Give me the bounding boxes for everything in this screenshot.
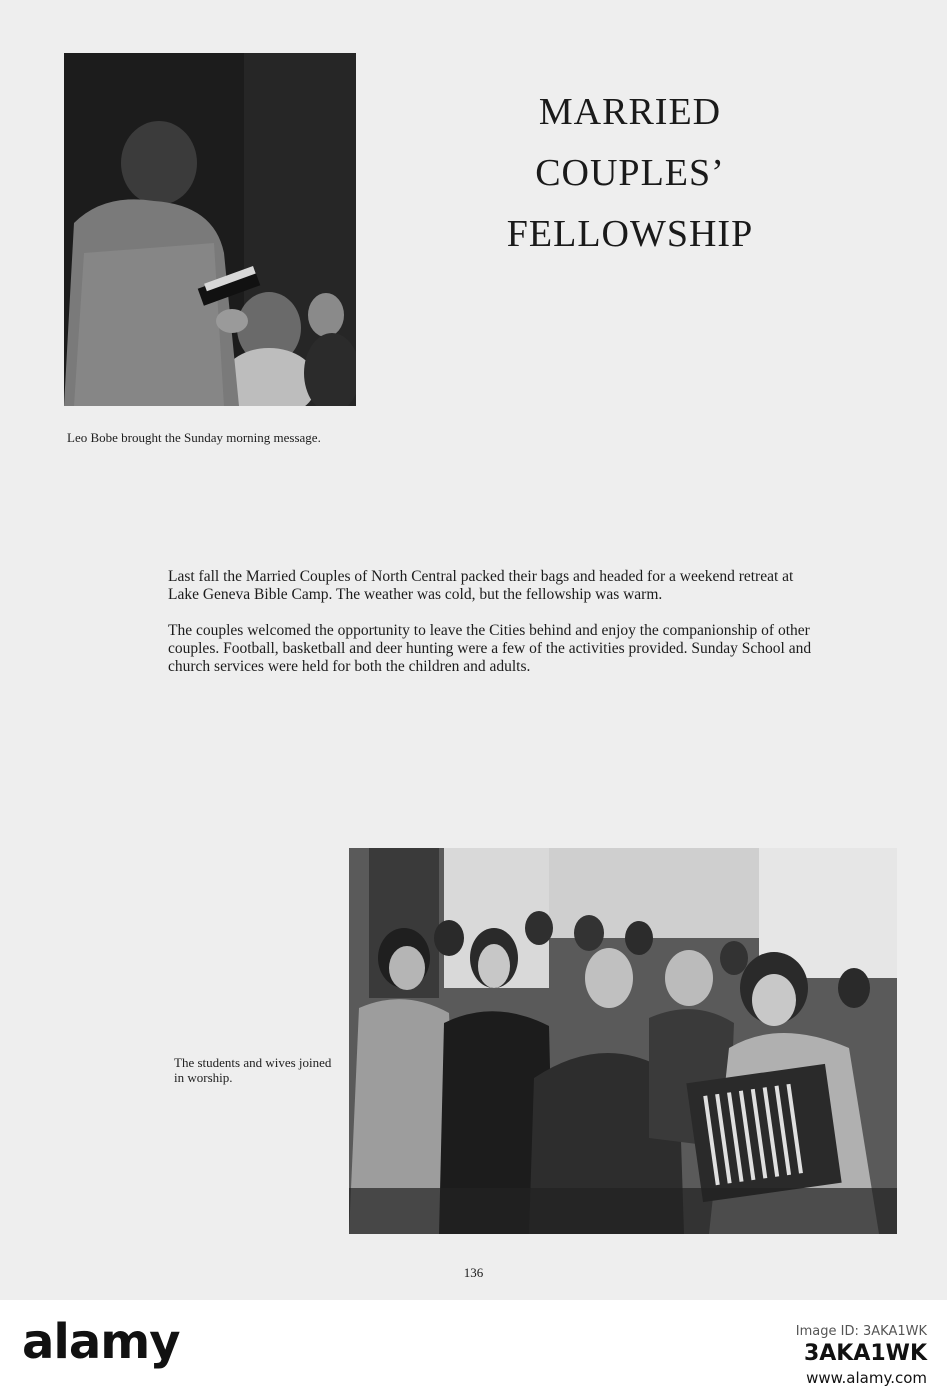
title-line-3: FELLOWSHIP: [506, 213, 754, 255]
brand-logo: alamy: [22, 1314, 180, 1370]
image-id: 3AKA1WK: [803, 1341, 927, 1366]
page-title: [440, 82, 820, 265]
photo-worship: [349, 848, 897, 1234]
caption-bottom-photo: The students and wives joined in worship.: [174, 1055, 332, 1085]
title-line-2: COUPLES’: [535, 152, 725, 194]
paragraph-1: Last fall the Married Couples of North Central packed their bags and headed for a weekend retreat at Lake Geneva Bible Camp. The weather was cold, but the fellowship was warm.: [168, 568, 794, 603]
image-id-label: Image ID: 3AKA1WK: [795, 1324, 927, 1339]
image-meta: [796, 1320, 927, 1387]
photo-speaker: [64, 53, 356, 406]
title-line-1: MARRIED: [538, 91, 722, 133]
source-url: www.alamy.com: [806, 1369, 927, 1387]
caption-top-photo: Leo Bobe brought the Sunday morning message.: [67, 430, 321, 445]
article-body: [168, 568, 818, 694]
paragraph-2: The couples welcomed the opportunity to leave the Cities behind and enjoy the companionship of other couples. Football, basketball and deer hunting were a few of the activities provided. Sunday School and church services were held for both the children and adults.: [168, 622, 812, 675]
watermark-footer: [0, 1300, 947, 1390]
page-number: 136: [463, 1265, 484, 1280]
